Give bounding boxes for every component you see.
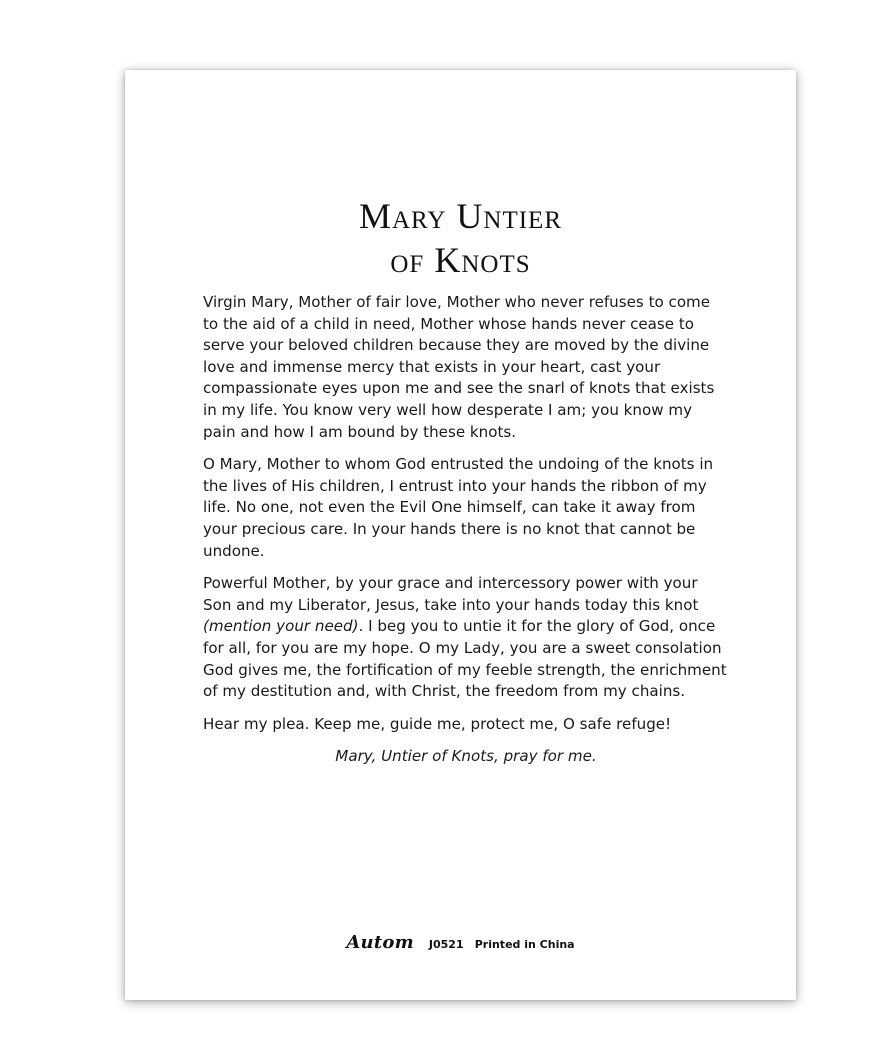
paragraph-3 [203,573,729,703]
p3-line: your Son and my Liberator, Jesus, take into your hands today [203,574,698,614]
prayer-body [203,292,729,779]
p1-line: to come to the aid of a child in need, Mother whose hands [203,293,711,333]
p3-line-start: this knot [632,595,699,614]
p2-line: the ribbon of my life. No one, not even the Evil One himself, [203,476,707,517]
p1-line: your heart, cast your compassionate eyes upon me and see [203,357,661,398]
p1-line: moved by the divine love and immense mercy that exists in [203,336,710,376]
p1-line: never cease to serve your beloved children because they are [203,314,695,355]
prayer-title [125,194,796,282]
paragraph-1 [203,292,729,443]
mention-need-italic: (mention your need) [203,617,359,636]
p1-line: how desperate I am; you know my pain and how I am bound [203,400,692,441]
p2-line: knots in the lives of His children, I entrust into your hands [203,455,714,495]
card-footer [125,932,796,953]
title-line-2: of Knots [390,240,531,280]
printed-in-label: Printed in China [474,938,575,951]
p3-line-end: . I beg you to untie it for the [358,617,572,636]
p3-line: of my feeble strength, the enrichment of my destitution and, [203,660,727,701]
p2-line: can take it away from your precious care. In your hands there [203,498,696,538]
p1-line: by these knots. [399,422,517,441]
paragraph-4 [203,714,729,736]
p3-line: you are a sweet consolation God gives me, the fortification [203,638,722,679]
product-code: J0521 [428,938,464,951]
title-line-1: Mary Untier [358,196,562,236]
p4-text: Hear my plea. Keep me, guide me, protect me, O safe refuge! [203,714,672,733]
prayer-card [125,70,796,1000]
p2-line: is no knot that cannot be undone. [203,519,696,560]
paragraph-2 [203,454,729,562]
p3-line: with Christ, the freedom from my chains. [374,682,686,701]
p1-line: Virgin Mary, Mother of fair love, Mother who never refuses [203,293,644,311]
p2-line: O Mary, Mother to whom God entrusted the undoing of the [203,455,649,474]
p1-line: the snarl of knots that exists in my life. You know very well [203,379,715,419]
p3-line: Powerful Mother, by your grace and intercessory power with [203,574,659,593]
closing-invocation: Mary, Untier of Knots, pray for me. [335,747,597,766]
brand-logo: Autom [346,932,414,953]
p3-line: glory of God, once for all, for you are my hope. O my Lady, [203,617,716,657]
